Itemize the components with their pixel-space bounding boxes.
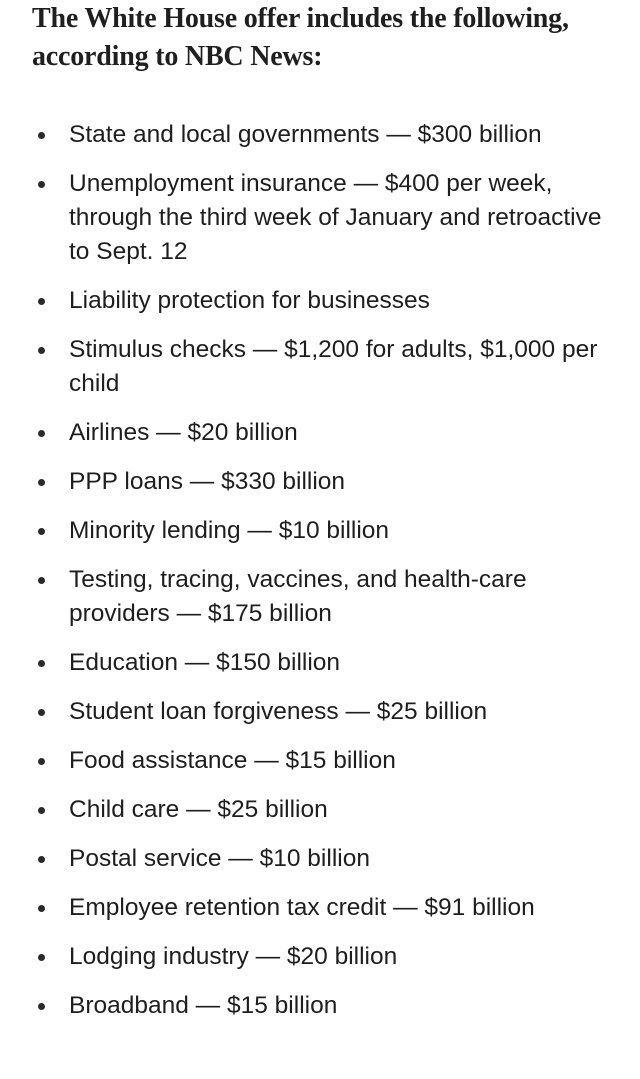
list-item <box>32 416 620 450</box>
list-item <box>32 465 620 499</box>
bullet-icon <box>38 709 45 716</box>
list-item-text: Broadband — $15 billion <box>69 992 338 1019</box>
list-item-text: State and local governments — $300 billion <box>69 121 542 148</box>
list-item-text: Food assistance — $15 billion <box>69 747 396 774</box>
list-item <box>32 695 620 729</box>
intro-paragraph: The White House offer includes the following, according to NBC News: <box>32 3 569 72</box>
list-item <box>32 646 620 680</box>
list-item-text: PPP loans — $330 billion <box>69 468 346 495</box>
bullet-icon <box>38 905 45 912</box>
list-item <box>32 744 620 778</box>
list-item <box>32 940 620 974</box>
bullet-icon <box>38 758 45 765</box>
bullet-icon <box>38 479 45 486</box>
list-item-text: Stimulus checks — $1,200 for adults, $1,000 per child <box>69 336 598 397</box>
list-item-text: Lodging industry — $20 billion <box>69 943 398 970</box>
bullet-icon <box>38 807 45 814</box>
list-item-text: Postal service — $10 billion <box>69 845 370 872</box>
list-item <box>32 284 620 318</box>
list-item-text: Airlines — $20 billion <box>69 419 298 446</box>
bullet-icon <box>38 347 45 354</box>
bullet-icon <box>38 430 45 437</box>
list-item <box>32 118 620 152</box>
list-item <box>32 563 620 631</box>
list-item-text: Unemployment insurance — $400 per week, through the third week of January and retroactive to Sept. 12 <box>69 170 602 265</box>
bullet-icon <box>38 298 45 305</box>
bullet-icon <box>38 528 45 535</box>
list-item-text: Testing, tracing, vaccines, and health-care providers — $175 billion <box>69 566 527 627</box>
bullet-icon <box>38 660 45 667</box>
list-item-text: Employee retention tax credit — $91 billion <box>69 894 535 921</box>
list-item <box>32 793 620 827</box>
list-item-text: Student loan forgiveness — $25 billion <box>69 698 488 725</box>
list-item <box>32 167 620 269</box>
bullet-icon <box>38 577 45 584</box>
list-item-text: Minority lending — $10 billion <box>69 517 390 544</box>
list-item <box>32 842 620 876</box>
list-item <box>32 989 620 1023</box>
list-item-text: Education — $150 billion <box>69 649 341 676</box>
bullet-icon <box>38 1003 45 1010</box>
bullet-icon <box>38 181 45 188</box>
offer-list <box>32 118 620 1023</box>
list-item-text: Child care — $25 billion <box>69 796 328 823</box>
bullet-icon <box>38 132 45 139</box>
bullet-icon <box>38 856 45 863</box>
list-item-text: Liability protection for businesses <box>69 287 430 314</box>
list-item <box>32 514 620 548</box>
bullet-icon <box>38 954 45 961</box>
list-item <box>32 891 620 925</box>
list-item <box>32 333 620 401</box>
